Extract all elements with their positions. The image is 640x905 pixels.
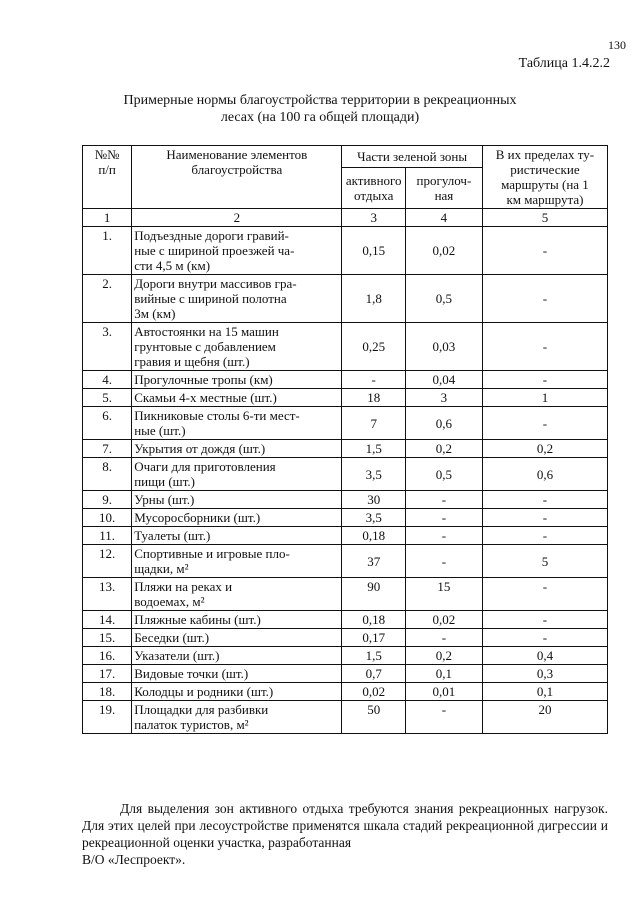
header-tourist: В их пределах ту- ристические маршруты (на 1 км маршрута)	[482, 146, 607, 209]
table-row	[83, 389, 608, 407]
col-index-2: 2	[132, 209, 342, 227]
row-element-name: Прогулочные тропы (км)	[132, 371, 342, 389]
row-number: 6.	[83, 407, 132, 440]
row-element-name: Площадки для разбивки палаток туристов, м²	[132, 701, 342, 734]
row-tourist-value: 0,2	[482, 440, 607, 458]
row-active-value: 0,25	[342, 323, 406, 371]
row-walking-value: -	[405, 509, 482, 527]
row-walking-value: 0,04	[405, 371, 482, 389]
col-index-5: 5	[482, 209, 607, 227]
table-row	[83, 458, 608, 491]
row-walking-value: 0,5	[405, 275, 482, 323]
row-active-value: 0,17	[342, 629, 406, 647]
norms-table	[82, 145, 608, 734]
table-row	[83, 647, 608, 665]
row-tourist-value: -	[482, 275, 607, 323]
row-tourist-value: -	[482, 227, 607, 275]
row-element-name: Укрытия от дождя (шт.)	[132, 440, 342, 458]
row-active-value: 1,8	[342, 275, 406, 323]
table-row	[83, 275, 608, 323]
table-row	[83, 611, 608, 629]
table-row	[83, 491, 608, 509]
row-element-name: Пляжи на реках и водоемах, м²	[132, 578, 342, 611]
row-number: 5.	[83, 389, 132, 407]
row-active-value: 30	[342, 491, 406, 509]
row-element-name: Дороги внутри массивов гра- вийные с шириной полотна 3м (км)	[132, 275, 342, 323]
table-title-line-2: лесах (на 100 га общей площади)	[220, 110, 420, 125]
paragraph-text: Для выделения зон активного отдыха требуются знания рекреационных нагрузок. Для этих целей при лесоустройстве применятся шкала стадий рекреационной дигрессии и рекреационной оценки участка, разработанная	[82, 801, 608, 850]
row-active-value: 3,5	[342, 509, 406, 527]
table-row	[83, 578, 608, 611]
row-element-name: Видовые точки (шт.)	[132, 665, 342, 683]
table-title	[0, 92, 640, 126]
row-number: 2.	[83, 275, 132, 323]
row-active-value: 18	[342, 389, 406, 407]
row-tourist-value: 20	[482, 701, 607, 734]
row-active-value: 1,5	[342, 647, 406, 665]
row-walking-value: -	[405, 545, 482, 578]
row-active-value: 3,5	[342, 458, 406, 491]
row-walking-value: 0,2	[405, 440, 482, 458]
row-walking-value: 15	[405, 578, 482, 611]
row-tourist-value: -	[482, 578, 607, 611]
row-walking-value: -	[405, 527, 482, 545]
row-walking-value: 0,03	[405, 323, 482, 371]
col-index-3: 3	[342, 209, 406, 227]
row-tourist-value: -	[482, 611, 607, 629]
row-active-value: 37	[342, 545, 406, 578]
table-row	[83, 545, 608, 578]
row-tourist-value: 0,4	[482, 647, 607, 665]
table-header	[83, 146, 608, 227]
row-tourist-value: 1	[482, 389, 607, 407]
row-walking-value: 0,1	[405, 665, 482, 683]
row-active-value: 0,18	[342, 527, 406, 545]
row-tourist-value: -	[482, 629, 607, 647]
table-title-line-1: Примерные нормы благоустройства территории в рекреационных	[123, 93, 517, 108]
row-number: 7.	[83, 440, 132, 458]
row-active-value: 90	[342, 578, 406, 611]
row-element-name: Указатели (шт.)	[132, 647, 342, 665]
col-index-1: 1	[83, 209, 132, 227]
row-element-name: Очаги для приготовления пищи (шт.)	[132, 458, 342, 491]
table-row	[83, 509, 608, 527]
row-number: 3.	[83, 323, 132, 371]
row-element-name: Спортивные и игровые пло- щадки, м²	[132, 545, 342, 578]
table-row	[83, 683, 608, 701]
row-walking-value: 0,02	[405, 611, 482, 629]
row-walking-value: -	[405, 491, 482, 509]
row-tourist-value: 0,6	[482, 458, 607, 491]
row-walking-value: 0,01	[405, 683, 482, 701]
row-number: 1.	[83, 227, 132, 275]
row-tourist-value: -	[482, 407, 607, 440]
row-active-value: 1,5	[342, 440, 406, 458]
row-number: 14.	[83, 611, 132, 629]
row-tourist-value: -	[482, 371, 607, 389]
row-number: 4.	[83, 371, 132, 389]
row-number: 17.	[83, 665, 132, 683]
row-number: 13.	[83, 578, 132, 611]
row-element-name: Скамьи 4-х местные (шт.)	[132, 389, 342, 407]
table-row	[83, 629, 608, 647]
row-active-value: 0,18	[342, 611, 406, 629]
table-row	[83, 440, 608, 458]
row-walking-value: 0,6	[405, 407, 482, 440]
table-label: Таблица 1.4.2.2	[518, 56, 610, 71]
row-tourist-value: 5	[482, 545, 607, 578]
table-body	[83, 227, 608, 734]
row-element-name: Подъездные дороги гравий- ные с шириной проезжей ча- сти 4,5 м (км)	[132, 227, 342, 275]
table-row	[83, 701, 608, 734]
row-walking-value: 0,5	[405, 458, 482, 491]
page-number: 130	[608, 38, 626, 52]
row-element-name: Пикниковые столы 6-ти мест- ные (шт.)	[132, 407, 342, 440]
row-element-name: Урны (шт.)	[132, 491, 342, 509]
row-number: 19.	[83, 701, 132, 734]
row-active-value: 0,02	[342, 683, 406, 701]
row-tourist-value: -	[482, 491, 607, 509]
row-active-value: 7	[342, 407, 406, 440]
row-number: 8.	[83, 458, 132, 491]
row-walking-value: 3	[405, 389, 482, 407]
table-row	[83, 407, 608, 440]
header-green-zone: Части зеленой зоны	[342, 146, 482, 168]
row-tourist-value: -	[482, 509, 607, 527]
row-active-value: 0,7	[342, 665, 406, 683]
row-tourist-value: 0,3	[482, 665, 607, 683]
row-number: 18.	[83, 683, 132, 701]
body-paragraph	[82, 800, 608, 868]
row-number: 10.	[83, 509, 132, 527]
table-row	[83, 665, 608, 683]
row-element-name: Туалеты (шт.)	[132, 527, 342, 545]
row-number: 9.	[83, 491, 132, 509]
row-number: 16.	[83, 647, 132, 665]
row-element-name: Пляжные кабины (шт.)	[132, 611, 342, 629]
table-row	[83, 527, 608, 545]
table-row	[83, 371, 608, 389]
paragraph-last-line: В/О «Леспроект».	[82, 852, 186, 867]
header-num: №№ п/п	[83, 146, 132, 209]
row-element-name: Автостоянки на 15 машин грунтовые с добавлением гравия и щебня (шт.)	[132, 323, 342, 371]
row-element-name: Беседки (шт.)	[132, 629, 342, 647]
row-active-value: 50	[342, 701, 406, 734]
row-element-name: Мусоросборники (шт.)	[132, 509, 342, 527]
row-tourist-value: -	[482, 527, 607, 545]
row-number: 11.	[83, 527, 132, 545]
row-number: 15.	[83, 629, 132, 647]
row-tourist-value: 0,1	[482, 683, 607, 701]
header-active: активного отдыха	[342, 168, 406, 209]
row-element-name: Колодцы и родники (шт.)	[132, 683, 342, 701]
col-index-4: 4	[405, 209, 482, 227]
table-row	[83, 323, 608, 371]
row-walking-value: -	[405, 701, 482, 734]
row-number: 12.	[83, 545, 132, 578]
row-walking-value: 0,2	[405, 647, 482, 665]
table-row	[83, 227, 608, 275]
header-walking: прогулоч- ная	[405, 168, 482, 209]
row-active-value: -	[342, 371, 406, 389]
row-walking-value: -	[405, 629, 482, 647]
row-active-value: 0,15	[342, 227, 406, 275]
row-tourist-value: -	[482, 323, 607, 371]
header-name: Наименование элементов благоустройства	[132, 146, 342, 209]
row-walking-value: 0,02	[405, 227, 482, 275]
